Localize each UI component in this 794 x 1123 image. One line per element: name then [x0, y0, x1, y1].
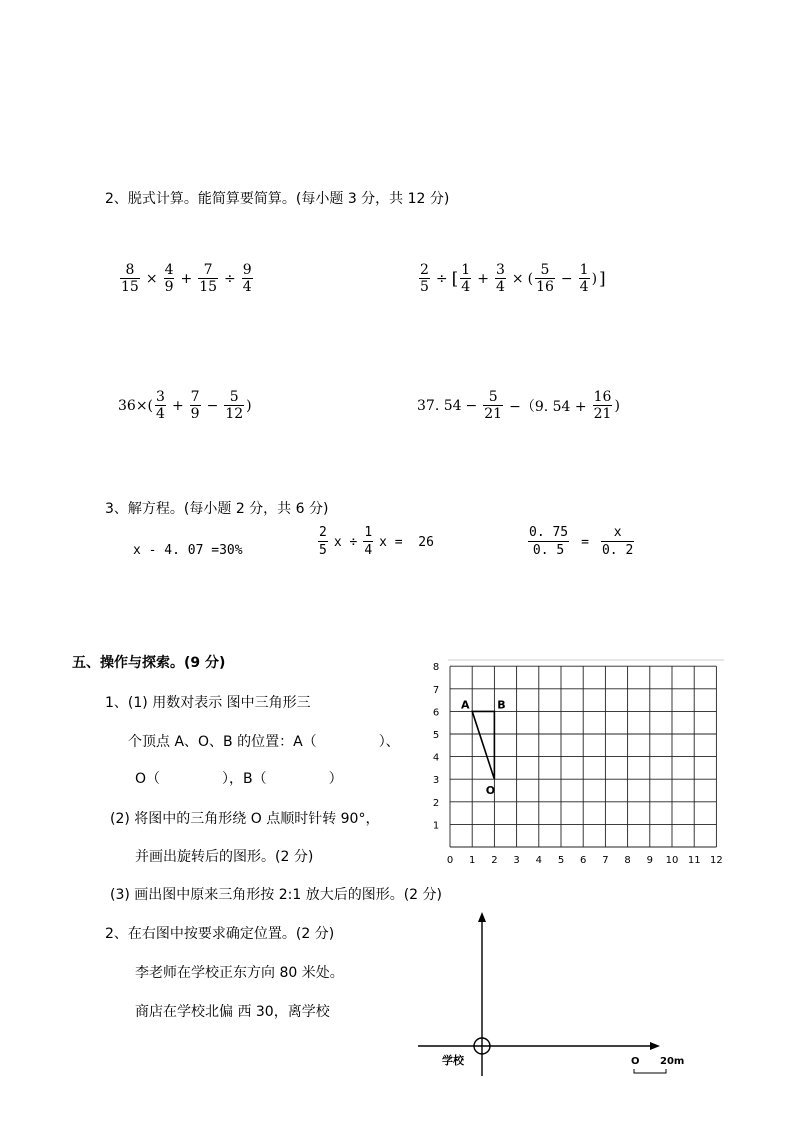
x-tick-label: 5 [557, 855, 565, 866]
vertex-label-a: A [460, 698, 470, 712]
y-tick-label: 7 [432, 684, 440, 696]
grid-lines [450, 666, 716, 847]
triangle-aob [472, 711, 494, 779]
sec5-q2-line1: 李老师在学校正东方向 80 米处。 [135, 965, 344, 981]
sec5-q2-line2: 商店在学校北偏 西 30，离学校 [135, 1004, 330, 1020]
x-tick-label: 2 [491, 855, 498, 866]
x-tick-label: 1 [469, 855, 476, 866]
sec5-q1-line3: O（ ），B（ ） [135, 771, 343, 787]
x-tick-label: 3 [513, 855, 520, 866]
q2-expr-2: $\frac{2}{5}$ ÷ [ $\frac{1}{4}$ + $\frac{3}{4}$ × ( $\frac{5}{16}$ − $\frac{1}{4}$ ) ] [420, 262, 606, 295]
y-tick-label: 1 [432, 820, 440, 832]
vertex-label-o: O [485, 784, 496, 798]
coordinate-grid[interactable] [424, 658, 729, 868]
x-tick-label: 4 [535, 855, 542, 866]
position-diagram[interactable] [412, 906, 702, 1082]
q2-title: 2、脱式计算。能简算要简算。(每小题 3 分，共 12 分) [105, 191, 450, 207]
east-arrow-icon [650, 1042, 660, 1050]
y-tick-label: 8 [432, 662, 440, 674]
y-tick-label: 4 [432, 752, 440, 764]
school-label: 学校 [442, 1054, 464, 1067]
sec5-q1-part2b: 并画出旋转后的图形。(2 分) [135, 849, 314, 865]
y-tick-label: 5 [432, 730, 440, 741]
sec5-q1-part3: (3) 画出图中原来三角形按 2:1 放大后的图形。(2 分) [110, 887, 442, 903]
grid-x-tick-labels [447, 855, 723, 866]
x-tick-label: 9 [646, 855, 653, 866]
grid-y-tick-labels [433, 662, 439, 831]
q2-expr-1: $\frac{8}{15}$ × $\frac{4}{9}$ + $\frac{7}{15}$ ÷ $\frac{9}{4}$ [121, 262, 252, 295]
y-tick-label: 2 [432, 797, 440, 809]
x-tick-label: 7 [602, 855, 609, 866]
x-tick-label: 6 [580, 855, 587, 866]
vertex-label-b: B [497, 698, 506, 712]
north-arrow-icon [478, 912, 486, 922]
q3-title: 3、解方程。(每小题 2 分，共 6 分) [105, 501, 329, 517]
x-tick-label: 8 [624, 855, 631, 866]
sec5-q1-line2: 个顶点 A、O、B 的位置：A（ ）、 [128, 734, 400, 750]
sec5-q2-title: 2、在右图中按要求确定位置。(2 分) [105, 926, 335, 942]
scale-zero-label: O [631, 1056, 640, 1067]
q3-equation-1: x - 4. 07 =30% [133, 543, 243, 558]
q2-expr-4: 37. 54 − $\frac{5}{21}$ −（9. 54 + $\frac{16}{21}$ ) [417, 389, 620, 422]
section-5-title: 五、操作与探索。(9 分) [72, 655, 226, 671]
q2-expr-3: 36×( $\frac{3}{4}$ + $\frac{7}{9}$ − $\frac{5}{12}$ ) [118, 389, 252, 422]
x-tick-label: 11 [687, 855, 701, 866]
scale-distance-label: 20m [660, 1056, 685, 1067]
triangle-vertex-labels [461, 698, 506, 797]
x-tick-label: 10 [665, 855, 679, 866]
scale-bar [634, 1069, 666, 1073]
x-tick-label: 12 [710, 855, 723, 866]
x-tick-label: 0 [446, 855, 454, 866]
y-tick-label: 6 [432, 707, 440, 719]
q3-equation-2: $\frac{2}{5}$ x ÷ $\frac{1}{4}$ x = 26 [319, 525, 434, 558]
sec5-q1-line1: 1、(1) 用数对表示 图中三角形三 [105, 695, 311, 711]
y-tick-label: 3 [432, 775, 440, 787]
sec5-q1-part2a: (2) 将图中的三角形绕 O 点顺时针转 90°， [110, 811, 380, 827]
q3-equation-3: $\frac{0. 75}{0. 5}$ = $\frac{x}{0. 2}$ [529, 525, 634, 558]
